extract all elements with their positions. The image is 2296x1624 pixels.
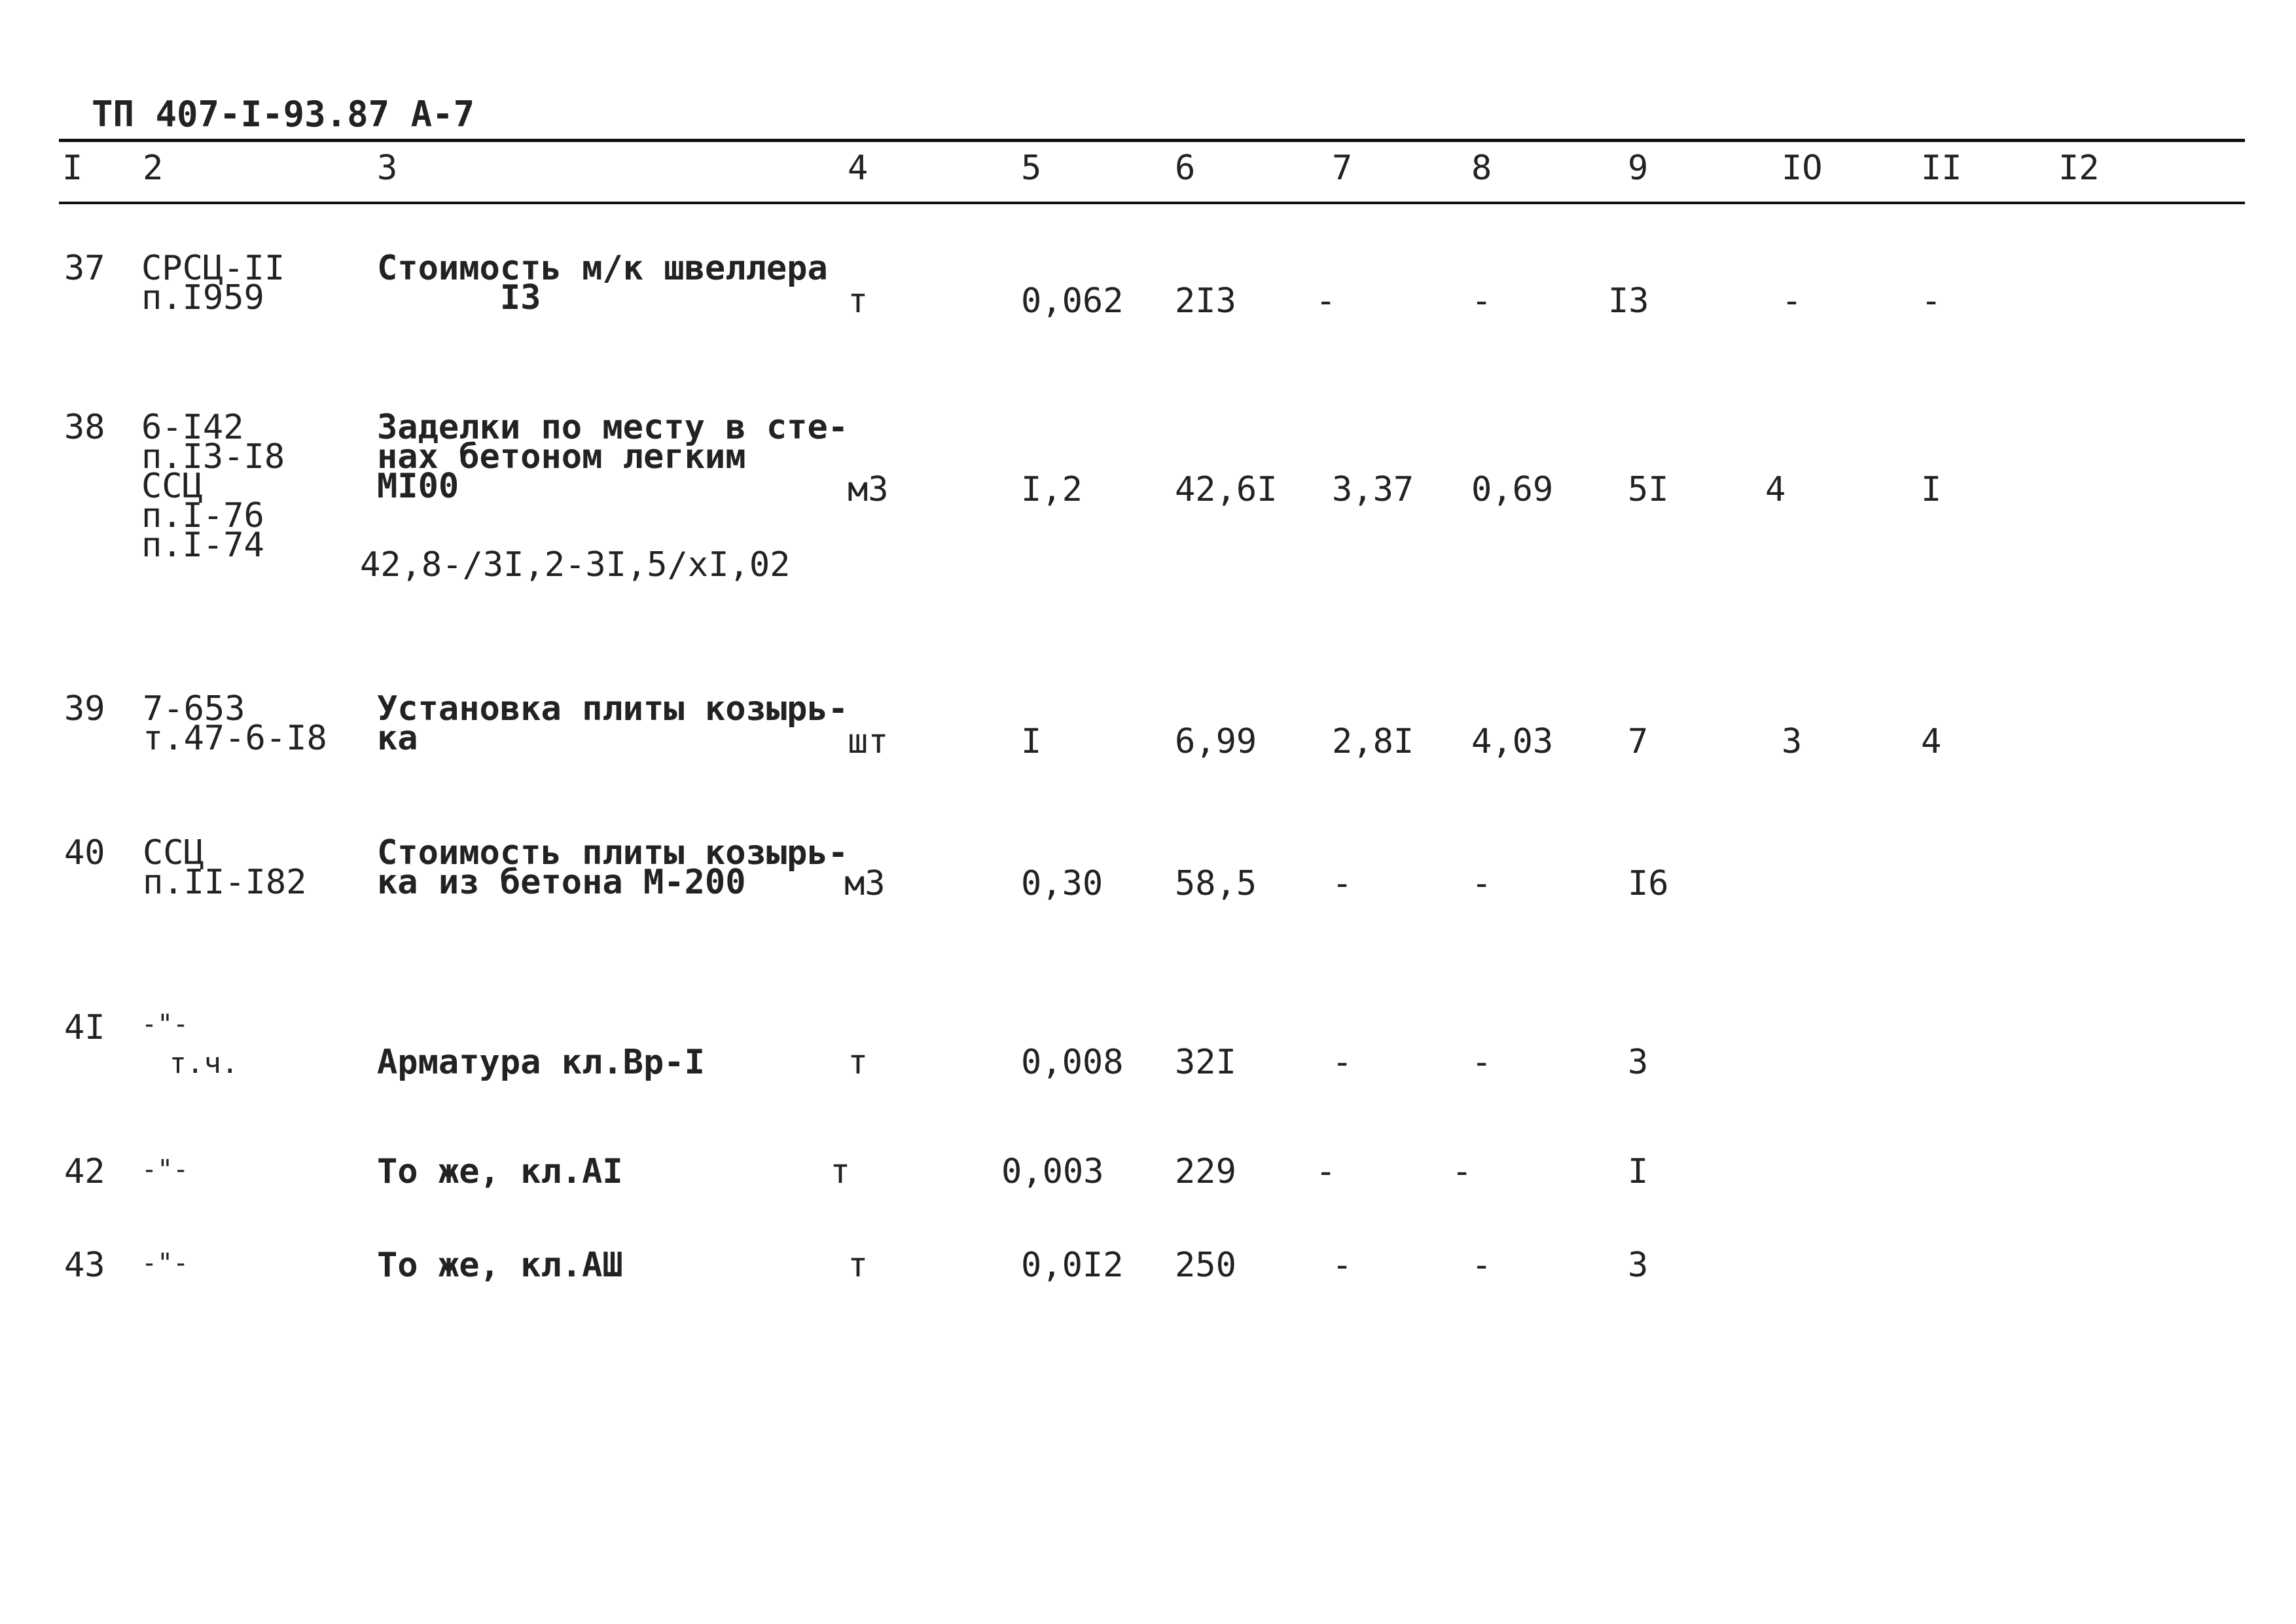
item-description: ка (377, 719, 418, 758)
header-bottom-rule (59, 202, 2245, 204)
quantity-cell: 0,008 (1021, 1043, 1124, 1082)
unit-cost-cell: 229 (1175, 1152, 1236, 1191)
col7-cell: 2,8I (1332, 722, 1414, 761)
unit-cell: т (830, 1152, 851, 1191)
col11-cell: I (1921, 470, 1942, 509)
row-number: 39 (64, 689, 105, 729)
col9-cell: 3 (1628, 1043, 1649, 1082)
reference-code: п.I-74 (141, 526, 264, 565)
reference-code: 6-I42 (141, 408, 244, 447)
column-header-12: I2 (2058, 149, 2100, 188)
quantity-cell: 0,003 (1001, 1152, 1104, 1191)
calculation-formula: 42,8-/3I,2-3I,5/хI,02 (360, 545, 791, 585)
col11-cell: 4 (1921, 722, 1942, 761)
item-description: То же, кл.АШ (377, 1246, 623, 1285)
col9-cell: 5I (1628, 470, 1669, 509)
reference-code: п.I959 (141, 278, 264, 317)
reference-code: т.ч. (152, 1047, 239, 1080)
col8-cell: 4,03 (1471, 722, 1554, 761)
item-description: Стоимость плиты козырь- (377, 833, 849, 873)
col8-cell: - (1471, 864, 1492, 903)
unit-cell: т (848, 1043, 869, 1082)
unit-cost-cell: 58,5 (1175, 864, 1257, 903)
item-description: Установка плиты козырь- (377, 689, 849, 729)
item-description: нах бетоном легким (377, 437, 746, 477)
column-header-6: 6 (1175, 149, 1196, 188)
col10-cell: 3 (1782, 722, 1803, 761)
unit-cell: м3 (844, 864, 886, 903)
unit-cost-cell: 42,6I (1175, 470, 1278, 509)
column-header-7: 7 (1332, 149, 1353, 188)
item-description: I3 (377, 278, 541, 317)
row-number: 43 (64, 1246, 105, 1285)
unit-cell: шт (848, 722, 889, 761)
column-header-10: IO (1782, 149, 1823, 188)
reference-code: п.II-I82 (143, 863, 307, 902)
col8-cell: - (1471, 1043, 1492, 1082)
col7-cell: - (1316, 281, 1336, 321)
col9-cell: I (1628, 1152, 1649, 1191)
item-description: Заделки по месту в сте- (377, 408, 849, 447)
col10-cell: - (1782, 281, 1803, 321)
column-header-1: I (62, 149, 83, 188)
reference-code: т.47-6-I8 (143, 719, 327, 758)
unit-cost-cell: 2I3 (1175, 281, 1236, 321)
reference-code: СРСЦ-II (141, 249, 285, 288)
row-number: 40 (64, 833, 105, 873)
column-header-4: 4 (848, 149, 869, 188)
col7-cell: - (1332, 1043, 1353, 1082)
col7-cell: - (1316, 1152, 1336, 1191)
row-number: 4I (64, 1008, 105, 1047)
reference-code: -"- (141, 1009, 189, 1039)
quantity-cell: 0,30 (1021, 864, 1103, 903)
row-number: 42 (64, 1152, 105, 1191)
quantity-cell: I,2 (1021, 470, 1083, 509)
quantity-cell: 0,062 (1021, 281, 1124, 321)
reference-code: -"- (141, 1155, 189, 1185)
reference-code: ССЦ (141, 467, 203, 506)
document-code: ТП 407-I-93.87 А-7 (92, 94, 475, 135)
unit-cost-cell: 6,99 (1175, 722, 1257, 761)
quantity-cell: 0,0I2 (1021, 1246, 1124, 1285)
reference-code: 7-653 (143, 689, 245, 729)
col9-cell: 3 (1628, 1246, 1649, 1285)
col9-cell: 7 (1628, 722, 1649, 761)
col11-cell: - (1921, 281, 1942, 321)
col10-cell: 4 (1765, 470, 1786, 509)
unit-cell: т (848, 281, 869, 321)
col9-cell: I6 (1628, 864, 1669, 903)
column-header-11: II (1921, 149, 1962, 188)
col8-cell: 0,69 (1471, 470, 1554, 509)
col8-cell: - (1471, 1246, 1492, 1285)
unit-cost-cell: 250 (1175, 1246, 1236, 1285)
col9-cell: I3 (1608, 281, 1649, 321)
unit-cell: м3 (848, 470, 889, 509)
column-header-2: 2 (143, 149, 164, 188)
column-header-8: 8 (1471, 149, 1492, 188)
reference-code: п.I3-I8 (141, 437, 285, 477)
col7-cell: - (1332, 1246, 1353, 1285)
col8-cell: - (1471, 281, 1492, 321)
reference-code: ССЦ (143, 833, 204, 873)
item-description: То же, кл.АI (377, 1152, 623, 1191)
reference-code: п.I-76 (141, 496, 264, 535)
col8-cell: - (1452, 1152, 1473, 1191)
col7-cell: 3,37 (1332, 470, 1414, 509)
item-description: Арматура кл.Вр-I (377, 1043, 705, 1082)
header-top-rule (59, 139, 2245, 142)
col7-cell: - (1332, 864, 1353, 903)
quantity-cell: I (1021, 722, 1042, 761)
unit-cost-cell: 32I (1175, 1043, 1236, 1082)
item-description: Стоимость м/к швеллера (377, 249, 828, 288)
row-number: 38 (64, 408, 105, 447)
row-number: 37 (64, 249, 105, 288)
item-description: МI00 (377, 467, 459, 506)
column-header-3: 3 (377, 149, 398, 188)
item-description: ка из бетона М-200 (377, 863, 746, 902)
reference-code: -"- (141, 1248, 189, 1278)
column-header-5: 5 (1021, 149, 1042, 188)
column-header-9: 9 (1628, 149, 1649, 188)
unit-cell: т (848, 1246, 869, 1285)
